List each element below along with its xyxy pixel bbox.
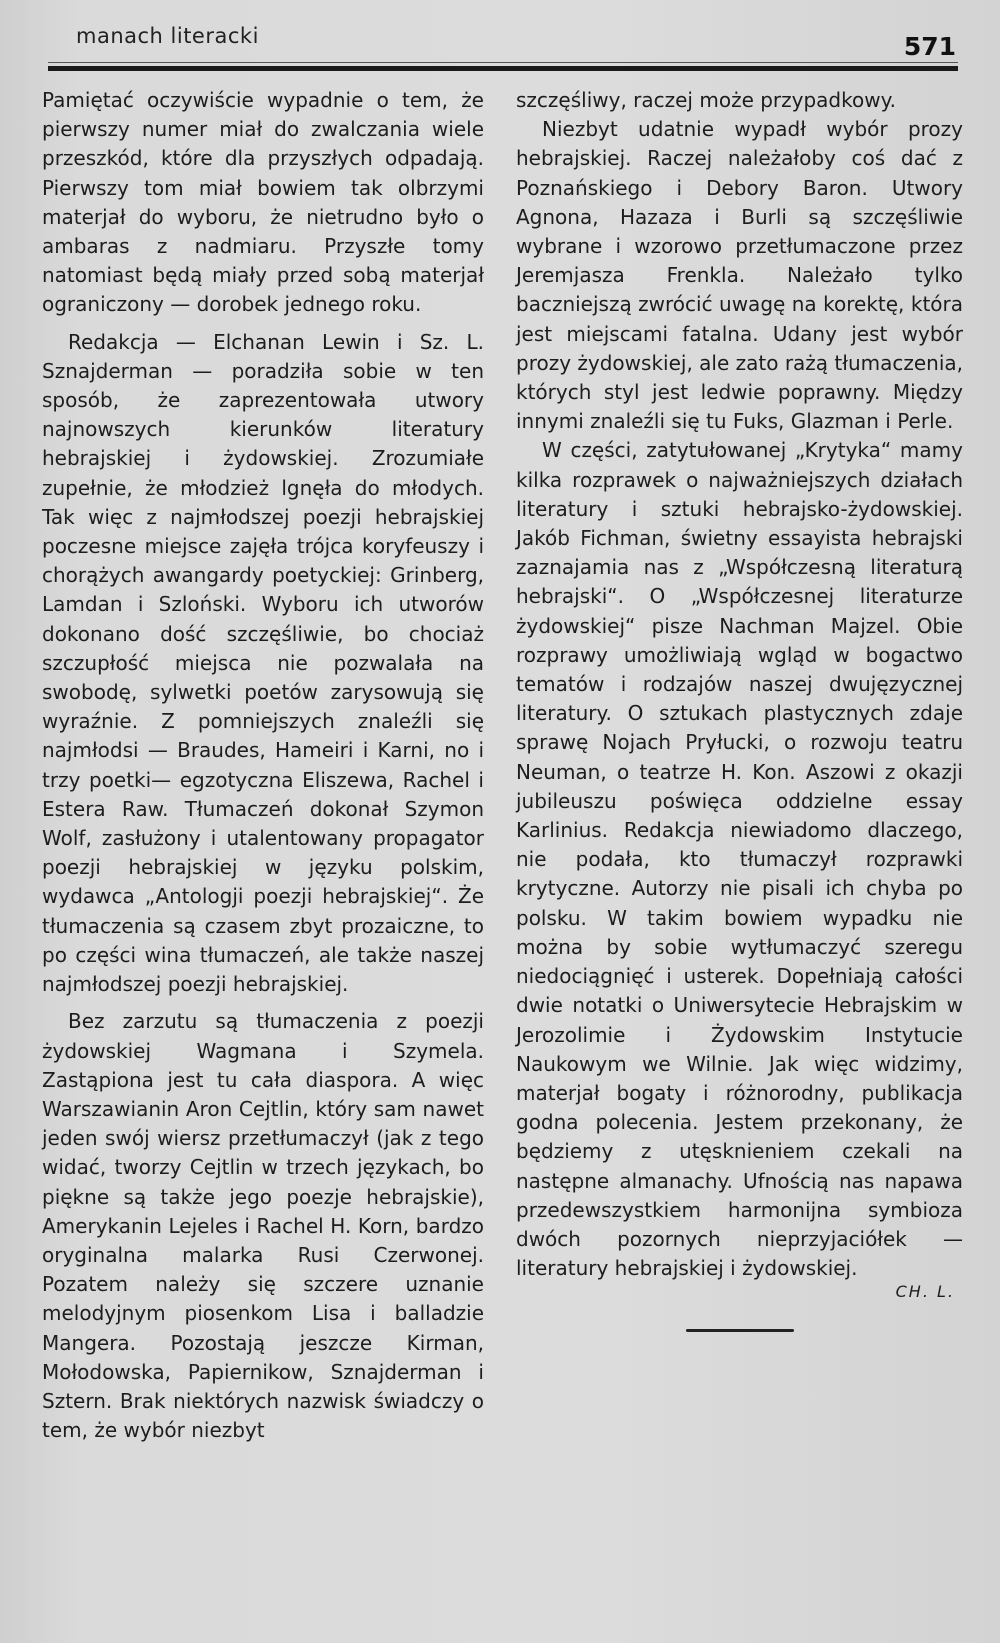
page-number: 571 bbox=[903, 32, 956, 61]
left-paragraph-3: Bez zarzutu są tłumaczenia z poezji żydowskiej Wagmana i Szymela. Zastąpiona jest tu cała diaspora. A więc Warszawianin Aron Cejtlin, który sam nawet jeden swój wiersz przetłumaczył (jak z tego widać, tworzy Cejtlin w trzech językach, bo piękne są także jego poezje hebrajskie), Amerykanin Lejeles i Rachel H. Korn, bardzo oryginalna malarka Rusi Czerwonej. Pozatem należy się szczere uznanie melodyjnym piosenkom Lisa i balladzie Mangera. Pozostają jeszcze Kirman, Mołodowska, Papiernikow, Sznajderman i Sztern. Brak niektórych nazwisk świadczy o tem, że wybór niezbyt bbox=[42, 1009, 484, 1443]
header-thin-rule bbox=[48, 62, 958, 63]
left-paragraph-1: Pamiętać oczywiście wypadnie o tem, że pierwszy numer miał do zwalczania wiele przeszkód, które dla przyszłych odpadają. Pierwszy tom miał bowiem tak olbrzymi materjał do wyboru, że nietrudno było o ambaras z nadmiaru. Przyszłe tomy natomiast będą miały przed sobą materjał ograniczony — dorobek jednego roku. bbox=[42, 88, 484, 317]
running-header bbox=[48, 18, 958, 70]
header-thick-rule bbox=[48, 66, 958, 71]
right-paragraph-2: Niezbyt udatnie wypadł wybór prozy hebrajskiej. Raczej należałoby coś dać z Poznańskiego i Debory Baron. Utwory Agnona, Hazaza i Burli są szczęśliwie wybrane i wzorowo przetłumaczone przez Jeremjasza Frenkla. Należało tylko baczniejszą zwrócić uwagę na korektę, która jest miejscami fatalna. Udany jest wybór prozy żydowskiej, ale zato rażą tłumaczenia, których styl jest ledwie poprawny. Między innymi znaleźli się tu Fuks, Glazman i Perle. bbox=[516, 117, 964, 434]
running-title: manach literacki bbox=[76, 24, 259, 48]
end-rule bbox=[686, 1329, 794, 1332]
left-paragraph-2: Redakcja — Elchanan Lewin i Sz. L. Sznajderman — poradziła sobie w ten sposób, że zaprezentowała utwory najnowszych kierunków literatury hebrajskiej i żydowskiej. Zrozumiałe zupełnie, że młodzież lgnęła do młodych. Tak więc z najmłodszej poezji hebrajskiej poczesne miejsce zajęła trójca koryfeuszy i chorążych awangardy poetyckiej: Grinberg, Lamdan i Szloński. Wyboru ich utworów dokonano dość szczęśliwie, bo chociaż szczupłość miejsca nie pozwalała na swobodę, sylwetki poetów zarysowują się wyraźnie. Z pomniejszych znaleźli się najmłodsi — Braudes, Hameiri i Karni, no i trzy poetki— egzotyczna Eliszewa, Rachel i Estera Raw. Tłumaczeń dokonał Szymon Wolf, zasłużony i utalentowany propagator poezji hebrajskiej w języku polskim, wydawca „Antologji poezji hebrajskiej“. Że tłumaczenia są czasem zbyt prozaiczne, to po części wina tłumaczeń, ale także naszej najmłodszej poezji hebrajskiej. bbox=[42, 329, 484, 997]
author-signature: CH. L. bbox=[895, 1282, 955, 1302]
right-paragraph-3: W części, zatytułowanej „Krytyka“ mamy kilka rozprawek o najważniejszych działach literatury i sztuki hebrajsko-żydowskiej. Jakób Fichman, świetny essayista hebrajski zaznajamia nas z „Współczesną literaturą hebrajski“. O „Współczesnej literaturze żydowskiej“ pisze Nachman Majzel. Obie rozprawy umożliwiają wgląd w bogactwo tematów i rodzajów naszej dwujęzycznej literatury. O sztukach plastycznych zdaje sprawę Nojach Pryłucki, o rozwoju teatru Neuman, o teatrze H. Kon. Aszowi z okazji jubileuszu poświęca oddzielne essay Karlinius. Redakcja niewiadomo dlaczego, nie podała, kto tłumaczył rozprawki krytyczne. Autorzy nie pisali ich chyba po polsku. W takim bowiem wypadku nie można by sobie wytłumaczyć szeregu niedociągnięć i usterek. Dopełniają całości dwie notatki o Uniwersytecie Hebrajskim w Jerozolimie i Żydowskim Instytucie Naukowym we Wilnie. Jak więc widzimy, materjał bogaty i różnorodny, publikacja godna polecenia. Jestem przekonany, że będziemy z utęsknieniem czekali na następne almanachy. Ufnością nas napawa przedewszystkiem harmonijna symbioza dwóch pozornych nieprzyjaciółek — literatury hebrajskiej i żydowskiej. bbox=[516, 438, 963, 1281]
right-column bbox=[516, 86, 963, 1332]
right-paragraph-1: szczęśliwy, raczej może przypadkowy. bbox=[516, 88, 896, 112]
left-column bbox=[42, 86, 484, 1445]
